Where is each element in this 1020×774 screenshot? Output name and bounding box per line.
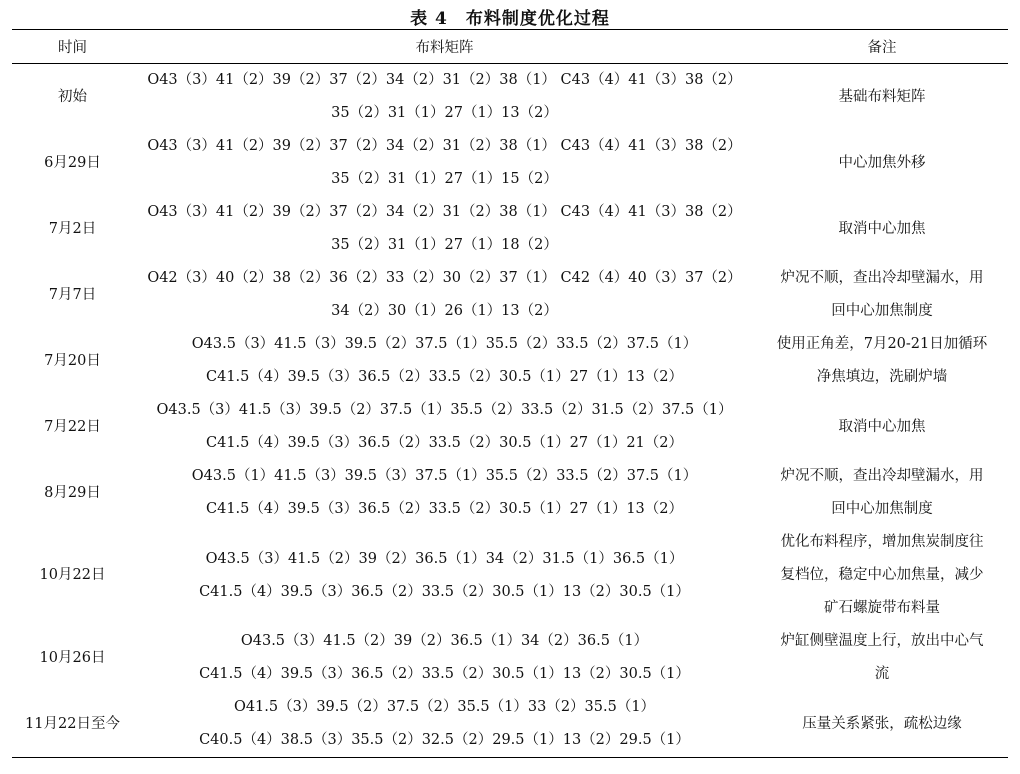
note-line: 中心加焦外移: [838, 154, 926, 171]
note-line: 使用正角差，7月20-21日加循环: [776, 336, 988, 352]
matrix-cell: [133, 394, 756, 460]
note-line: 回中心加焦制度: [831, 501, 933, 517]
burden-distribution-table: [12, 29, 1008, 758]
matrix-line: 35（2）31（1）27（1）13（2）: [331, 105, 558, 121]
time-cell: 7月20日: [44, 352, 101, 369]
time-cell: 6月29日: [44, 154, 101, 171]
matrix-line: C40.5（4）38.5（3）35.5（2）32.5（2）29.5（1）13（2）29.5（1）: [199, 732, 690, 748]
time-cell: 7月2日: [48, 220, 97, 237]
time-cell: 11月22日至今: [12, 691, 133, 758]
matrix-line: O42（3）40（2）38（2）36（2）33（2）30（2）37（1） C42（4）40（3）37（2）: [147, 270, 742, 286]
time-cell: 10月22日: [39, 567, 106, 583]
note-line: 基础布料矩阵: [838, 88, 926, 105]
matrix-line: C41.5（4）39.5（3）36.5（2）33.5（2）30.5（1）27（1）13（2）: [206, 369, 683, 385]
time-cell: 7月22日: [44, 418, 101, 435]
header-matrix: 布料矩阵: [133, 30, 756, 64]
table-row: [12, 625, 1008, 691]
note-cell: [756, 328, 1008, 394]
matrix-line: O41.5（3）39.5（2）37.5（2）35.5（1）33（2）35.5（1）: [233, 699, 656, 715]
matrix-line: C41.5（4）39.5（3）36.5（2）33.5（2）30.5（1）13（2）30.5（1）: [199, 583, 690, 600]
note-line: 取消中心加焦: [838, 418, 926, 435]
note-cell: [756, 262, 1008, 328]
table-header-row: [12, 30, 1008, 64]
note-cell: [756, 394, 1008, 460]
note-cell: [756, 691, 1008, 758]
table-row: [12, 262, 1008, 328]
time-cell: 10月26日: [39, 649, 106, 666]
table-row: [12, 130, 1008, 196]
matrix-line: C41.5（4）39.5（3）36.5（2）33.5（2）30.5（1）27（1）21（2）: [206, 435, 683, 451]
header-time: 时间: [12, 30, 133, 64]
matrix-cell: [133, 64, 756, 131]
matrix-cell: [133, 691, 756, 758]
matrix-line: O43（3）41（2）39（2）37（2）34（2）31（2）38（1） C43（4）41（3）38（2）: [147, 72, 742, 88]
note-line: 炉况不顺，查出冷却壁漏水，用: [780, 270, 984, 286]
matrix-line: 35（2）31（1）27（1）18（2）: [331, 237, 558, 253]
table-row: [12, 526, 1008, 625]
matrix-line: O43.5（3）41.5（2）39（2）36.5（1）34（2）31.5（1）36.5（1）: [205, 550, 684, 567]
matrix-cell: [133, 460, 756, 526]
table-row: [12, 460, 1008, 526]
note-line: 压量关系紧张，疏松边缘: [802, 715, 962, 732]
table-row: [12, 691, 1008, 758]
matrix-line: O43.5（1）41.5（3）39.5（3）37.5（1）35.5（2）33.5（2）37.5（1）: [191, 468, 698, 484]
note-line: 优化布料程序，增加焦炭制度往: [780, 534, 984, 550]
matrix-line: O43.5（3）41.5（3）39.5（2）37.5（1）35.5（2）33.5（2）31.5（2）37.5（1）: [156, 402, 733, 418]
table-row: [12, 394, 1008, 460]
matrix-line: C41.5（4）39.5（3）36.5（2）33.5（2）30.5（1）13（2）30.5（1）: [199, 666, 690, 682]
matrix-line: O43（3）41（2）39（2）37（2）34（2）31（2）38（1） C43（4）41（3）38（2）: [147, 138, 742, 154]
time-cell: 8月29日: [44, 484, 101, 501]
matrix-line: 34（2）30（1）26（1）13（2）: [331, 303, 558, 319]
note-line: 净焦填边，洗刷炉墙: [816, 369, 948, 385]
matrix-cell: [133, 526, 756, 625]
matrix-cell: [133, 328, 756, 394]
time-cell: 7月7日: [48, 286, 97, 303]
matrix-cell: [133, 130, 756, 196]
note-line: 流: [874, 666, 890, 682]
matrix-cell: [133, 262, 756, 328]
matrix-line: O43.5（3）41.5（2）39（2）36.5（1）34（2）36.5（1）: [240, 633, 649, 649]
table-row: [12, 64, 1008, 131]
header-note: 备注: [756, 30, 1008, 64]
table-caption: [0, 4, 1020, 29]
matrix-line: C41.5（4）39.5（3）36.5（2）33.5（2）30.5（1）27（1）13（2）: [206, 501, 683, 517]
note-cell: [756, 625, 1008, 691]
table-title: 布料制度优化过程: [465, 9, 610, 29]
table-number: 表 4: [410, 9, 448, 29]
note-line: 复档位，稳定中心加焦量，减少: [780, 567, 984, 583]
note-cell: [756, 526, 1008, 625]
matrix-cell: [133, 196, 756, 262]
table-row: [12, 328, 1008, 394]
note-line: 矿石螺旋带布料量: [824, 600, 940, 616]
note-cell: [756, 130, 1008, 196]
note-line: 炉缸侧壁温度上行，放出中心气: [780, 633, 984, 649]
table-row: [12, 196, 1008, 262]
matrix-line: O43（3）41（2）39（2）37（2）34（2）31（2）38（1） C43（4）41（3）38（2）: [147, 204, 742, 220]
matrix-cell: [133, 625, 756, 691]
note-line: 炉况不顺，查出冷却壁漏水，用: [780, 468, 984, 484]
time-cell: 初始: [58, 88, 87, 105]
note-line: 取消中心加焦: [838, 220, 926, 237]
note-cell: [756, 196, 1008, 262]
matrix-line: O43.5（3）41.5（3）39.5（2）37.5（1）35.5（2）33.5（2）37.5（1）: [191, 336, 698, 352]
matrix-line: 35（2）31（1）27（1）15（2）: [331, 171, 558, 187]
note-line: 回中心加焦制度: [831, 303, 933, 319]
note-cell: [756, 64, 1008, 131]
note-cell: [756, 460, 1008, 526]
